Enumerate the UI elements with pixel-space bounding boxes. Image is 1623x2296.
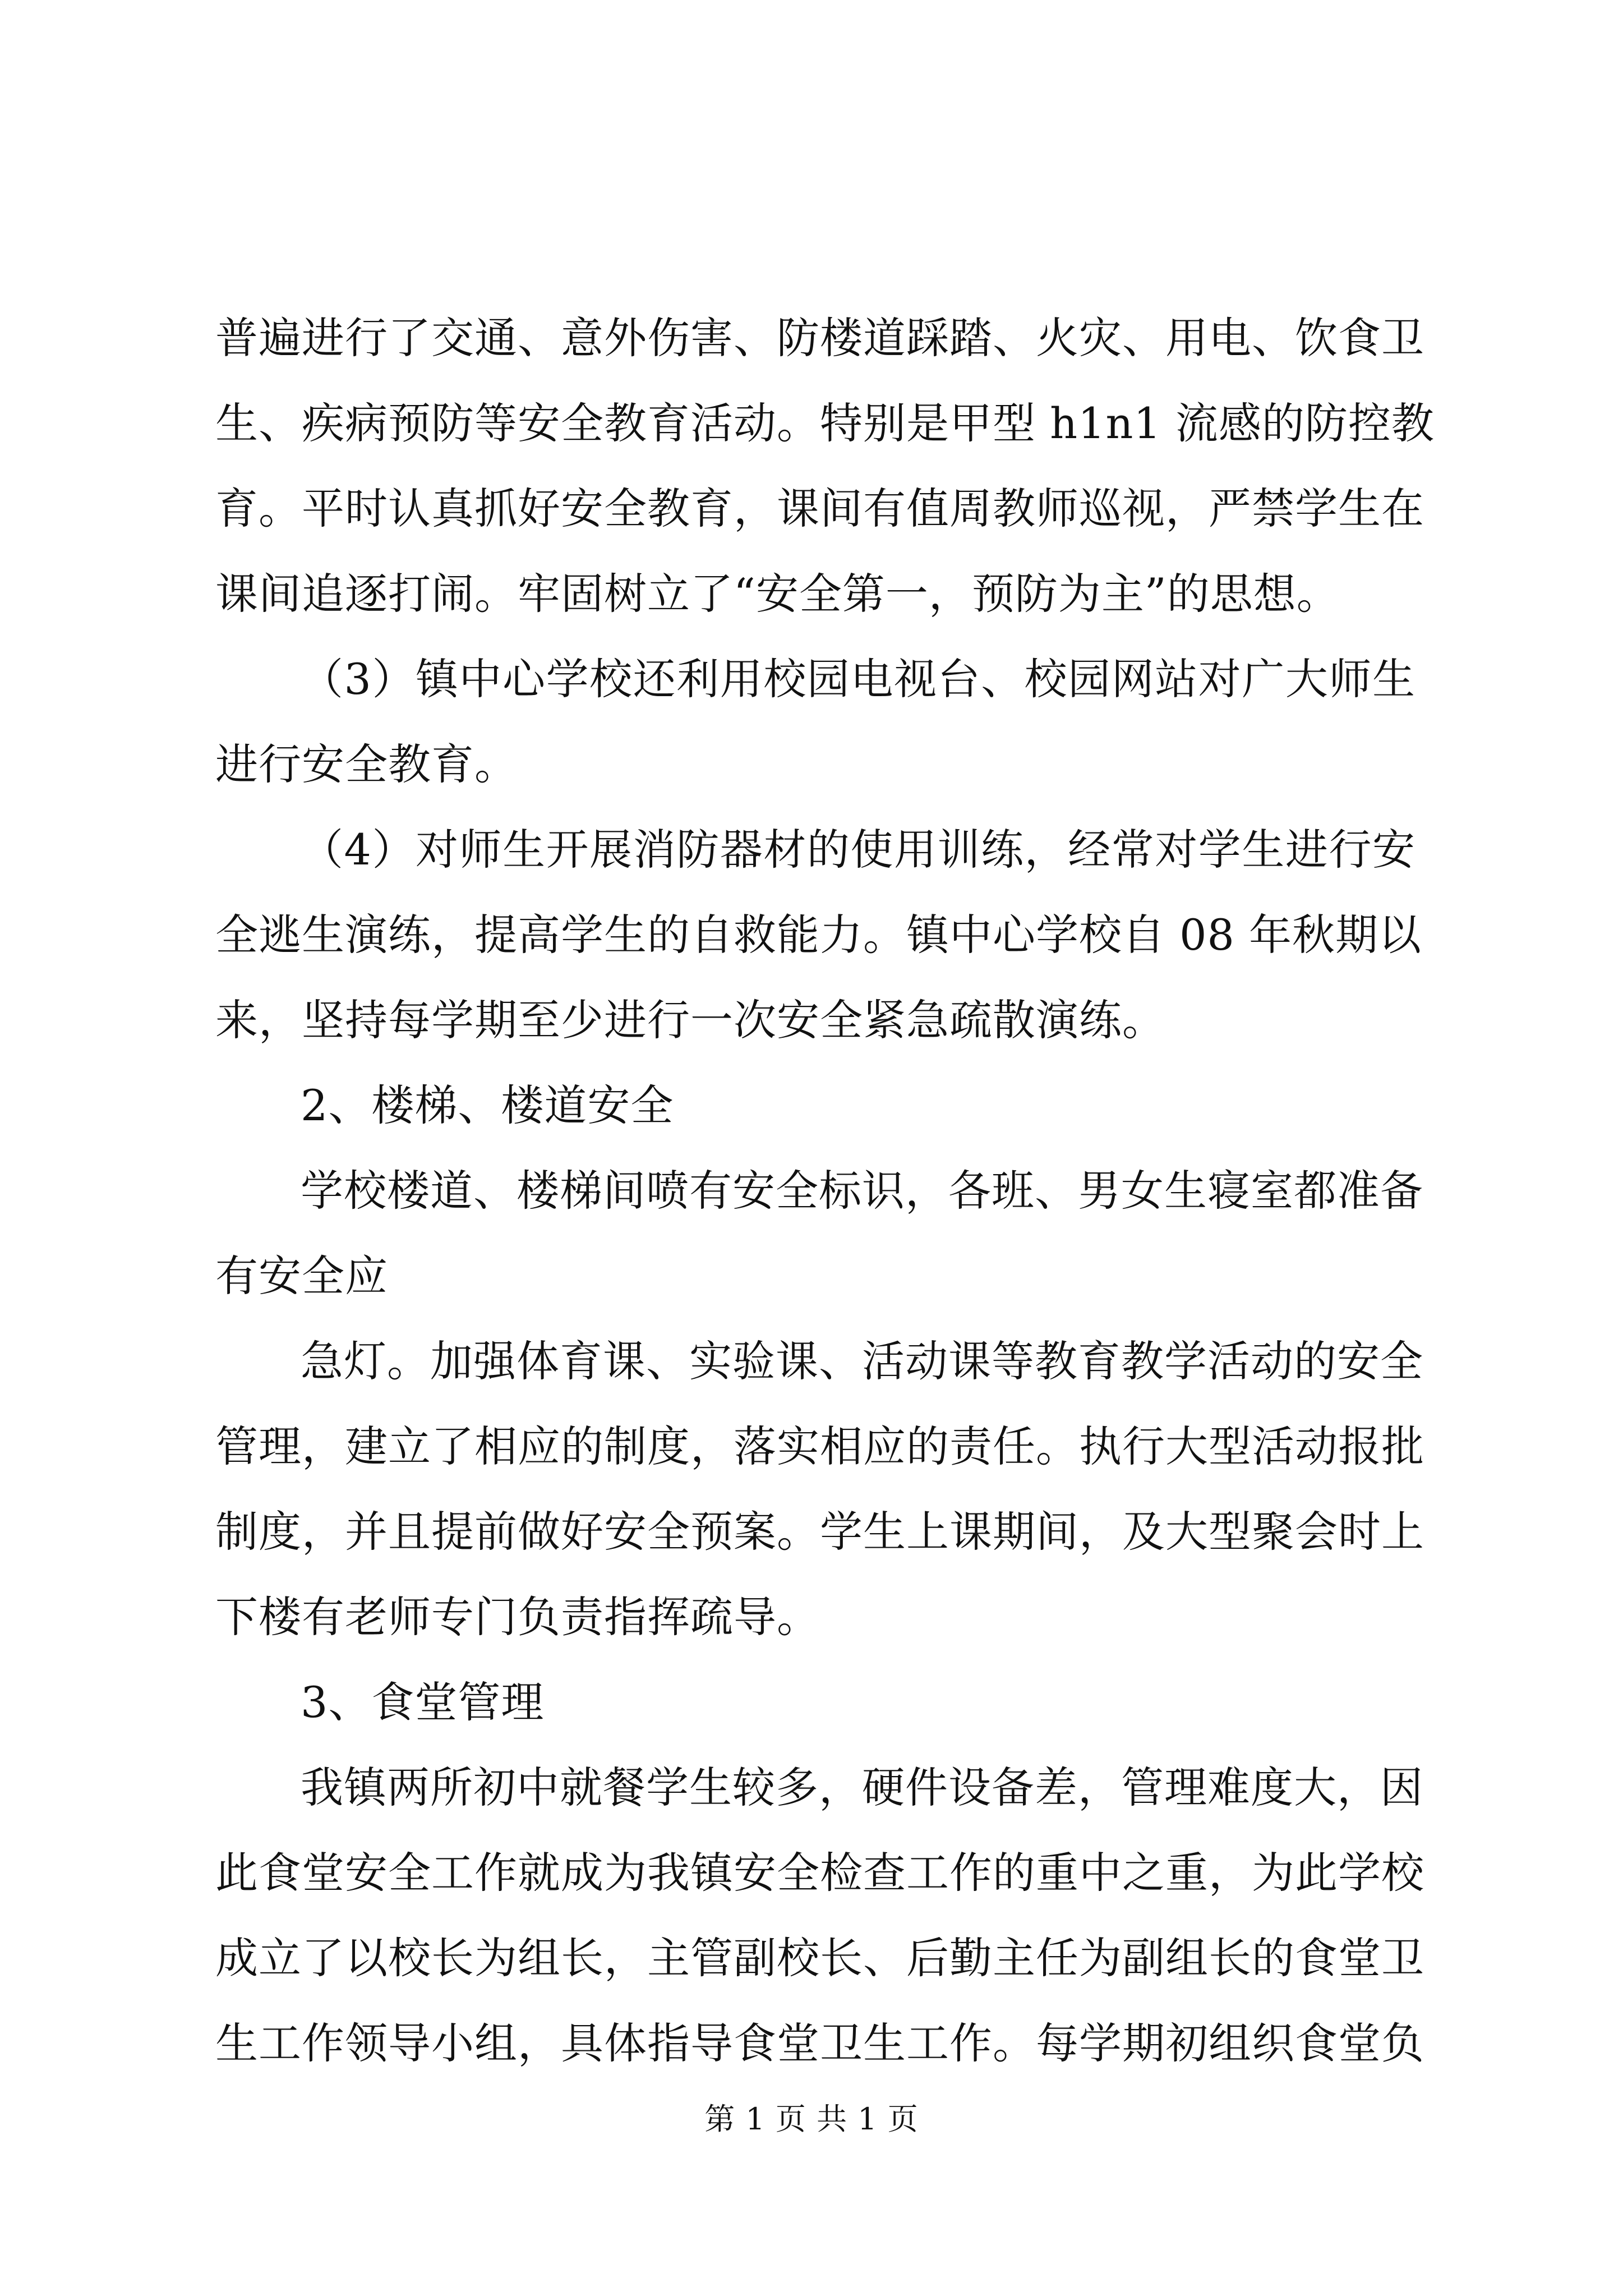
text-line: 此食堂安全工作就成为我镇安全检查工作的重中之重，为此学校 [215, 1848, 1424, 1898]
text-line: 全逃生演练，提高学生的自救能力。镇中心学校自 08 年秋期以 [215, 910, 1422, 960]
paragraph-start-line: 学校楼道、楼梯间喷有安全标识，各班、男女生寝室都准备 [301, 1166, 1423, 1216]
text-line: 育。平时认真抓好安全教育，课间有值周教师巡视，严禁学生在 [215, 484, 1424, 533]
text-line: 来，坚持每学期至少进行一次安全紧急疏散演练。 [215, 995, 1165, 1045]
text-line: 普遍进行了交通、意外伤害、防楼道踩踏、火灾、用电、饮食卫 [215, 313, 1424, 363]
text-line: 生、疾病预防等安全教育活动。特别是甲型 h1n1 流感的防控教 [215, 398, 1435, 448]
paragraph-start-line: 我镇两所初中就餐学生较多，硬件设备差，管理难度大，因 [301, 1763, 1423, 1812]
text-line: 有安全应 [215, 1251, 388, 1301]
text-line: 制度，并且提前做好安全预案。学生上课期间，及大型聚会时上 [215, 1507, 1424, 1557]
text-line: 进行安全教育。 [215, 739, 518, 789]
text-line: 课间追逐打闹。牢固树立了“安全第一，预防为主”的思想。 [215, 569, 1340, 619]
text-line: 成立了以校长为组长，主管副校长、后勤主任为副组长的食堂卫 [215, 1933, 1424, 1983]
section-heading: 2、楼梯、楼道安全 [301, 1080, 674, 1130]
text-line: 管理，建立了相应的制度，落实相应的责任。执行大型活动报批 [215, 1421, 1424, 1471]
text-line: 生工作领导小组，具体指导食堂卫生工作。每学期初组织食堂负 [215, 2018, 1424, 2068]
paragraph-start-line: 急灯。加强体育课、实验课、活动课等教育教学活动的安全 [301, 1336, 1423, 1386]
paragraph-start-line: （4）对师生开展消防器材的使用训练，经常对学生进行安 [301, 825, 1415, 875]
text-line: 下楼有老师专门负责指挥疏导。 [215, 1592, 820, 1642]
paragraph-start-line: （3）镇中心学校还利用校园电视台、校园网站对广大师生 [301, 654, 1415, 704]
section-heading: 3、食堂管理 [301, 1677, 545, 1727]
page-number: 第 1 页 共 1 页 [704, 2101, 919, 2137]
